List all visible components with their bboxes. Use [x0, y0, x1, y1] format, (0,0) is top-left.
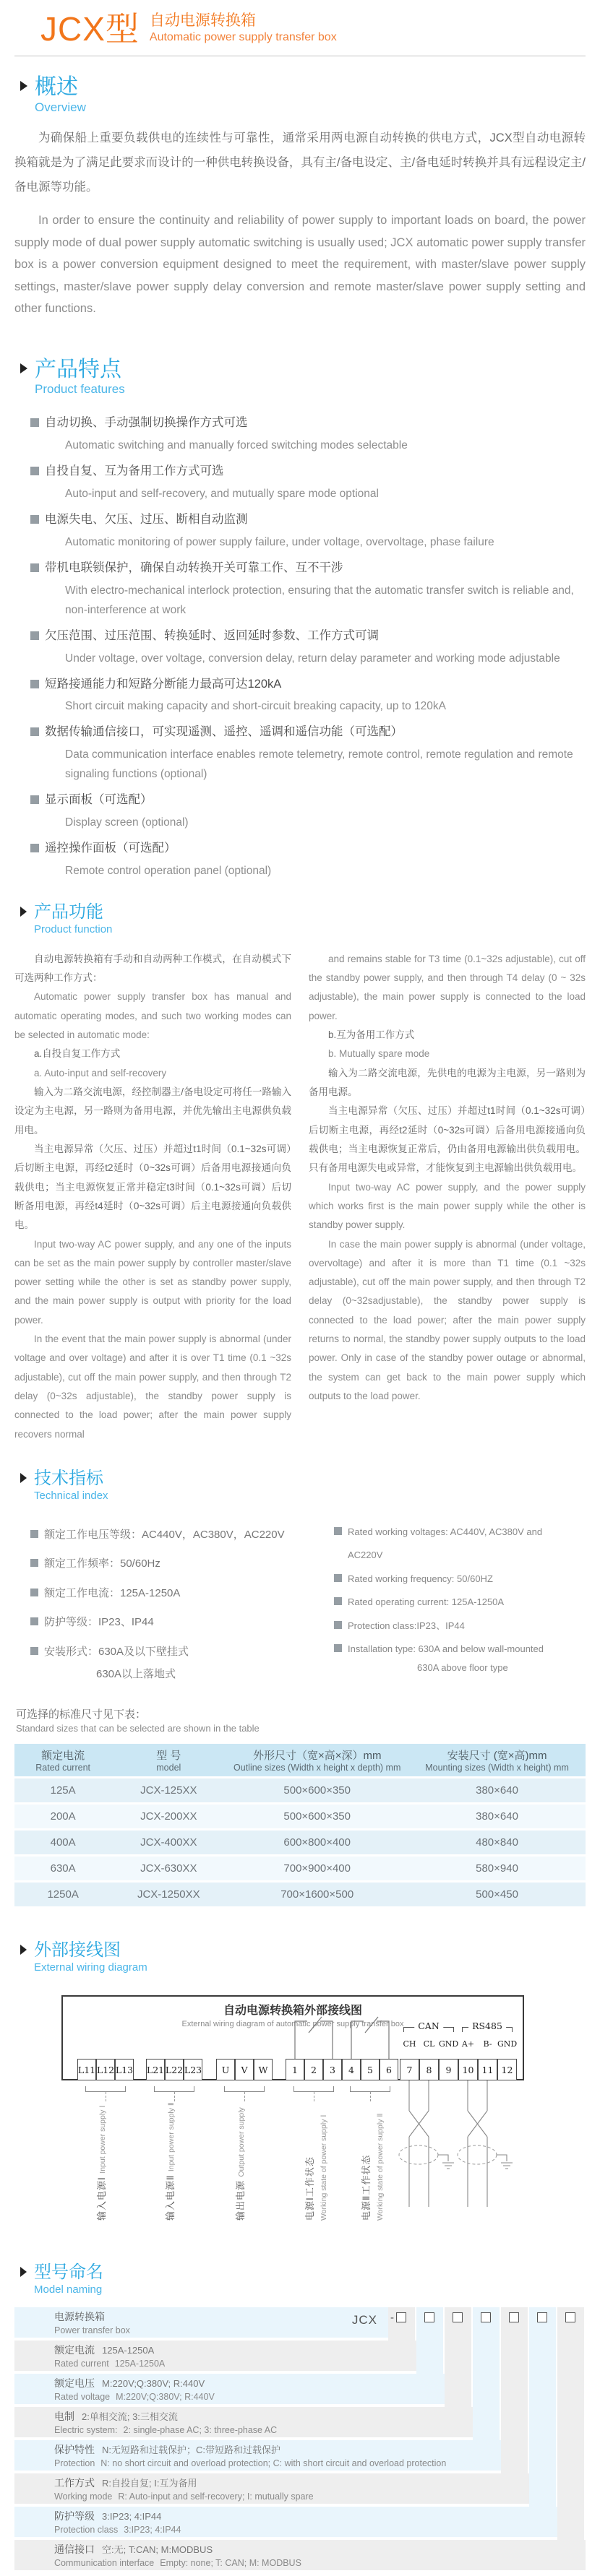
product-model-title: JCX型	[40, 10, 140, 48]
terminal-cell: L12	[96, 2059, 115, 2080]
relay-contact-icon	[286, 2014, 342, 2059]
naming-row	[14, 2374, 445, 2404]
pin-label: CL	[423, 2039, 435, 2049]
terminal-cell: 7	[400, 2059, 419, 2080]
standard-sizes-table	[14, 1744, 586, 1909]
naming-label-en: Communication interface	[54, 2557, 155, 2568]
naming-label-cn: 通信接口	[54, 2543, 95, 2555]
function-paragraph: b. Mutually spare mode	[328, 1048, 430, 1060]
section-arrow-icon	[20, 2267, 27, 2277]
tech-item-en-cont: 630A above floor type	[417, 1661, 508, 1673]
bullet-square-icon	[30, 418, 39, 427]
naming-title-cn: 型号命名	[34, 2262, 103, 2283]
bullet-square-icon	[30, 1647, 38, 1655]
section-naming-heading	[14, 2262, 586, 2296]
rs485-bus-bracket	[462, 2020, 513, 2032]
section-arrow-icon	[20, 1945, 27, 1955]
overview-title-en: Overview	[35, 100, 86, 114]
tech-item-cn-cont: 630A以上落地式	[96, 1668, 176, 1681]
code-column-7	[557, 2307, 584, 2540]
comm-pin-labels	[400, 2039, 517, 2049]
model-naming-diagram	[14, 2307, 586, 2576]
function-paragraph: 自动电源转换箱有手动和自动两种工作模式，在自动模式下可选两种工作方式：	[14, 953, 291, 984]
naming-label-cn: 电制	[54, 2410, 74, 2422]
wiring-title-en: External wiring diagram	[34, 1961, 147, 1974]
bullet-square-icon	[30, 631, 39, 640]
product-title-block	[150, 12, 337, 46]
naming-label-en: Protection class	[54, 2524, 119, 2535]
tech-item-en: Installation type: 630A and below wall-mounted	[348, 1643, 544, 1655]
naming-label-cn: 防护等级	[54, 2510, 95, 2522]
terminals-state-2	[342, 2059, 398, 2080]
terminals-state-1	[286, 2059, 342, 2080]
cell-mounting-size: 580×940	[408, 1856, 586, 1882]
group-bracket	[154, 2086, 194, 2092]
feature-item	[30, 838, 586, 881]
naming-title-en: Model naming	[34, 2283, 103, 2296]
terminal-cell: V	[235, 2059, 254, 2080]
naming-value-en: R: Auto-input and self-recovery; I: mutually spare	[118, 2491, 314, 2502]
bullet-square-icon	[334, 1644, 342, 1652]
terminal-cell: 1	[286, 2059, 304, 2080]
naming-label-en: Rated voltage	[54, 2391, 111, 2402]
bullet-square-icon	[30, 467, 39, 475]
feature-item	[30, 558, 586, 620]
naming-value-cn: 3:IP23; 4:IP44	[102, 2510, 162, 2522]
terminals-input-2	[146, 2059, 202, 2080]
group-label-state-2: 电源Ⅱ工作状态 Working state of power supply Ⅱ	[361, 2113, 385, 2221]
cell-outline-size: 700×1600×500	[226, 1882, 408, 1908]
cell-mounting-size: 480×840	[408, 1830, 586, 1856]
code-box-icon	[453, 2312, 463, 2322]
function-paragraph: a.自投自复工作方式	[34, 1048, 121, 1060]
naming-value-en: N: no short circuit and overload protection; C: with short circuit and overload protection	[100, 2458, 447, 2468]
naming-row	[14, 2540, 586, 2570]
tech-item-en: Protection class:IP23、IP44	[348, 1620, 465, 1631]
pin-label: GND	[497, 2039, 518, 2049]
bullet-square-icon	[30, 844, 39, 852]
group-label-state-1: 电源Ⅰ工作状态 Working state of power supply Ⅰ	[304, 2114, 328, 2221]
naming-row	[14, 2407, 473, 2437]
naming-label-cn: 保护特性	[54, 2443, 95, 2455]
tech-index-columns	[30, 1521, 586, 1682]
function-paragraph: and remains stable for T3 time (0.1~32s adjustable), cut off the standby power supply, and then through T4 delay (0 ~ 32s adjustable), the main power supply is connected to the load power.	[309, 953, 586, 1021]
section-overview-heading	[14, 75, 586, 115]
naming-label-en: Power transfer box	[54, 2325, 130, 2335]
tech-item-en: Rated working frequency: 50/60HZ	[348, 1573, 493, 1584]
feature-text-cn: 欠压范围、过压范围、转换延时、返回延时参数、工作方式可调	[45, 628, 379, 642]
cell-model: JCX-125XX	[111, 1778, 226, 1804]
size-table-header-cell: 外形尺寸（宽×高×深）mm Outline sizes (Width x height x depth) mm	[226, 1744, 408, 1778]
bullet-square-icon	[334, 1621, 342, 1629]
feature-item	[30, 412, 586, 455]
function-paragraph: b.互为备用工作方式	[328, 1029, 415, 1041]
group-label-input-2: 输入电源Ⅱ Input power supply Ⅱ	[165, 2101, 176, 2221]
size-table-header-cell: 额定电流 Rated current	[14, 1744, 111, 1778]
function-paragraph: 当主电源异常（欠压、过压）并超过t1时间（0.1~32s可调）后切断主电源，再经t2延时（0~32s可调）后备用电源接通向负载供电；当主电源恢复正常后，仍由备用电源输出供负载用电。只有备用电源失电或异常，才能恢复到主电源输出供负载用电。	[309, 1105, 586, 1174]
section-arrow-icon	[20, 907, 27, 917]
terminal-cell: L13	[115, 2059, 134, 2080]
code-column-4	[473, 2307, 500, 2440]
cell-rated-current: 400A	[14, 1830, 111, 1856]
section-wiring-heading	[14, 1940, 586, 1974]
product-title-en: Automatic power supply transfer box	[149, 31, 337, 44]
group-label-output: 输出电源 Output power supply	[235, 2107, 246, 2221]
naming-label-en: Working mode	[54, 2491, 113, 2502]
terminal-cell: 5	[361, 2059, 380, 2080]
bullet-square-icon	[30, 795, 39, 804]
size-table-intro-en: Standard sizes that can be selected are shown in the table	[16, 1723, 260, 1734]
code-column-5	[501, 2307, 528, 2473]
feature-item	[30, 790, 586, 832]
pin-label: CH	[403, 2039, 416, 2049]
features-title-en: Product features	[35, 382, 125, 397]
terminals-input-1	[77, 2059, 134, 2080]
terminal-cell: L21	[146, 2059, 165, 2080]
function-column-right	[309, 950, 586, 1444]
cell-outline-size: 700×900×400	[226, 1856, 408, 1882]
cell-rated-current: 630A	[14, 1856, 111, 1882]
naming-value-cn: 空:无; T:CAN; M:MODBUS	[102, 2543, 213, 2555]
feature-text-cn: 电源失电、欠压、过压、断相自动监测	[45, 513, 248, 527]
cell-model: JCX-1250XX	[111, 1882, 226, 1908]
code-box-icon	[537, 2312, 547, 2322]
function-paragraph: Automatic power supply transfer box has manual and automatic operating modes, and such two working modes can be selected in automatic mode:	[14, 991, 291, 1041]
naming-value-en: 2: single-phase AC; 3: three-phase AC	[123, 2424, 278, 2435]
feature-text-en: Automatic switching and manually forced switching modes selectable	[65, 439, 408, 452]
rs485-label: RS485	[468, 2022, 506, 2031]
naming-separator: -	[390, 2311, 394, 2324]
section-arrow-icon	[20, 81, 27, 91]
feature-text-cn: 带机电联锁保护，确保自动转换开关可靠工作、互不干涉	[45, 561, 343, 574]
naming-value-cn: 125A-1250A	[102, 2344, 155, 2356]
tech-title-en: Technical index	[34, 1489, 108, 1502]
group-bracket	[293, 2086, 334, 2092]
naming-row	[14, 2341, 416, 2371]
function-paragraph: a. Auto-input and self-recovery	[34, 1067, 167, 1079]
naming-value-cn: R:自投自复; I:互为备用	[102, 2477, 197, 2489]
bullet-square-icon	[30, 1559, 38, 1567]
naming-value-en: 3:IP23; 4:IP44	[124, 2524, 181, 2535]
function-paragraph: Input two-way AC power supply, and the power supply which works first is the main power supply while the other is standby power supply.	[309, 1181, 586, 1231]
group-bracket	[224, 2086, 265, 2092]
section-arrow-icon	[20, 363, 27, 373]
feature-text-cn: 短路接通能力和短路分断能力最高可达120kA	[45, 677, 282, 691]
code-box-icon	[396, 2312, 406, 2322]
cell-model: JCX-400XX	[111, 1830, 226, 1856]
pin-label: A+	[461, 2039, 475, 2049]
function-paragraph: In case the main power supply is abnormal (under voltage, overvoltage) and after it is more than T1 time (0.1 ~32s adjustable), cut off the main power supply, and then through T2 delay (0~32sadjustable), the standby power supply is connected to the load power; after the main power supply returns to normal, the standby power supply outputs to the load power. Only in case of the standby power outage or abnormal, the system can get back to the main power supply which outputs to the load power.	[309, 1238, 586, 1401]
naming-value-cn: M:220V;Q:380V; R:440V	[102, 2377, 205, 2389]
bullet-square-icon	[30, 727, 39, 736]
terminal-cell: 6	[380, 2059, 398, 2080]
feature-item	[30, 626, 586, 668]
bullet-square-icon	[30, 563, 39, 572]
naming-value-en: 125A-1250A	[114, 2358, 166, 2369]
function-paragraph: 输入为二路交流电源，先供电的电源为主电源，另一路则为备用电源。	[309, 1067, 586, 1097]
feature-item	[30, 674, 586, 717]
feature-text-cn: 数据传输通信接口，可实现遥测、遥控、遥调和遥信功能（可选配）	[45, 725, 403, 739]
bullet-square-icon	[334, 1527, 342, 1535]
twisted-pair-icon	[455, 2080, 521, 2209]
naming-label-en: Electric system:	[54, 2424, 118, 2435]
wiring-diagram	[61, 1995, 524, 2249]
naming-value-en: M:220V;Q:380V; R:440V	[116, 2391, 215, 2402]
code-box-icon	[424, 2312, 434, 2322]
table-row	[14, 1830, 586, 1856]
terminal-cell: 2	[304, 2059, 323, 2080]
size-table-header-row	[14, 1744, 586, 1778]
group-label-input-1: 输入电源Ⅰ Input power supply Ⅰ	[96, 2105, 107, 2221]
feature-text-en: Short circuit making capacity and short-circuit breaking capacity, up to 120kA	[65, 700, 446, 713]
tech-item-cn: 防护等级：IP23、IP44	[44, 1616, 154, 1629]
terminal-cell: 8	[419, 2059, 439, 2080]
cell-outline-size: 600×800×400	[226, 1830, 408, 1856]
wiring-diagram-title-cn: 自动电源转换箱外部接线图	[223, 2003, 362, 2018]
bullet-square-icon	[30, 1530, 38, 1538]
overview-title-cn: 概述	[35, 75, 78, 100]
feature-text-cn: 遥控操作面板（可选配）	[45, 842, 176, 855]
can-bus-bracket	[403, 2020, 454, 2032]
feature-text-en: Under voltage, over voltage, conversion delay, return delay parameter and working mode adjustable	[65, 652, 560, 665]
bullet-square-icon	[30, 1617, 38, 1625]
code-box-icon	[481, 2312, 491, 2322]
cell-model: JCX-200XX	[111, 1804, 226, 1830]
feature-text-en: Data communication interface enables remote telemetry, remote control, remote regulation and remote signaling functions (optional)	[65, 748, 573, 781]
naming-prefix: JCX	[351, 2312, 377, 2327]
size-table-intro-cn: 可选择的标准尺寸见下表：	[16, 1708, 147, 1721]
naming-label-cn: 额定电流	[54, 2343, 95, 2356]
feature-text-en: Remote control operation panel (optional)	[65, 864, 272, 877]
pin-label: GND	[439, 2039, 459, 2049]
feature-text-en: Automatic monitoring of power supply failure, under voltage, overvoltage, phase failure	[65, 535, 494, 548]
size-table-header-cell: 安装尺寸 (宽×高)mm Mounting sizes (Width x height) mm	[408, 1744, 586, 1778]
naming-label-en: Rated current	[54, 2358, 109, 2369]
features-list	[30, 412, 586, 881]
terminal-cell: 12	[497, 2059, 517, 2080]
cell-rated-current: 200A	[14, 1804, 111, 1830]
function-columns	[14, 950, 586, 1444]
feature-item	[30, 461, 586, 503]
terminal-cell: 9	[439, 2059, 458, 2080]
terminal-cell: L11	[77, 2059, 96, 2080]
bullet-square-icon	[30, 680, 39, 688]
terminal-cell: 4	[342, 2059, 361, 2080]
wiring-diagram-title-en: External wiring diagram of automatic power supply transfer box	[181, 2020, 404, 2029]
tech-item-en: Rated working voltages: AC440V, AC380V and AC220V	[348, 1526, 543, 1561]
relay-contact-icon	[342, 2014, 398, 2059]
tech-list-cn	[30, 1521, 334, 1682]
bullet-square-icon	[30, 515, 39, 524]
page-header	[0, 0, 600, 46]
terminals-output	[216, 2059, 273, 2080]
terminal-cell: L22	[165, 2059, 184, 2080]
terminal-cell: U	[216, 2059, 235, 2080]
terminal-cell: L23	[184, 2059, 202, 2080]
terminal-cell: 11	[478, 2059, 497, 2080]
table-row	[14, 1856, 586, 1882]
function-paragraph: Input two-way AC power supply, and any one of the inputs can be set as the main power supply by controller master/slave power setting while the other is set as standby power supply, and the main power supply is output with priority for the load power.	[14, 1238, 291, 1326]
code-column-3	[445, 2307, 471, 2407]
group-bracket	[350, 2086, 390, 2092]
bullet-square-icon	[30, 1589, 38, 1596]
cell-mounting-size: 380×640	[408, 1804, 586, 1830]
feature-text-en: With electro-mechanical interlock protection, ensuring that the automatic transfer switch is reliable and, non-interference at work	[65, 584, 574, 616]
overview-paragraph-cn: 为确保船上重要负载供电的连续性与可靠性，通常采用两电源自动转换的供电方式，JCX型自动电源转换箱就是为了满足此要求而设计的一种供电转换设备，具有主/备电设定、主/备电延时转换并具有远程设定主/备电源等功能。	[14, 131, 586, 194]
function-paragraph: 当主电源异常（欠压、过压）并超过t1时间（0.1~32s可调）后切断主电源，再经t2延时（0~32s可调）后备用电源接通向负载供电；当主电源恢复正常并稳定t3时间（0.1~32s可调）后切断备用电源，再经t4延时（0~32s可调）后主电源接通向负载供电。	[14, 1143, 291, 1231]
tech-item-en: Rated operating current: 125A-1250A	[348, 1596, 505, 1608]
naming-row	[14, 2440, 501, 2471]
bullet-square-icon	[334, 1574, 342, 1582]
naming-value-cn: 2:单相交流; 3:三相交流	[82, 2411, 178, 2422]
wiring-title-cn: 外部接线图	[34, 1940, 121, 1961]
terminal-cell: 3	[323, 2059, 342, 2080]
naming-label-cn: 电源转换箱	[54, 2310, 105, 2322]
overview-paragraph-en: In order to ensure the continuity and reliability of power supply to important loads on board, the power supply mode of dual power supply automatic switching is usually used; JCX automatic power supply transfer box is a power conversion equipment designed to meet the requirement, with master/slave power supply settings, master/slave power supply delay conversion and remote master/slave power supply setting and other functions.	[14, 214, 586, 316]
cell-outline-size: 500×600×350	[226, 1778, 408, 1804]
cell-mounting-size: 380×640	[408, 1778, 586, 1804]
table-row	[14, 1882, 586, 1908]
tech-item-cn: 安装形式：630A及以下壁挂式	[44, 1645, 189, 1658]
terminal-cell: 10	[458, 2059, 478, 2080]
section-arrow-icon	[20, 1473, 27, 1483]
tech-title-cn: 技术指标	[34, 1468, 103, 1488]
bullet-square-icon	[334, 1597, 342, 1605]
feature-item	[30, 722, 586, 784]
cell-rated-current: 125A	[14, 1778, 111, 1804]
feature-text-en: Auto-input and self-recovery, and mutually spare mode optional	[65, 487, 379, 500]
section-function-heading	[14, 902, 586, 935]
naming-label-cn: 工作方式	[54, 2476, 95, 2489]
feature-item	[30, 509, 586, 552]
cell-outline-size: 500×600×350	[226, 1804, 408, 1830]
function-column-left	[14, 950, 291, 1444]
function-paragraph: In the event that the main power supply is abnormal (under voltage and over voltage) and after it is over T1 time (0.1 ~32s adjustable), cut off the main power supply, and then through T2 delay (0~32s adjustable), the standby power supply is connected to the load power; after the main power supply recovers normal	[14, 1334, 291, 1440]
naming-value-cn: N:无短路和过载保护；C:带短路和过载保护	[102, 2444, 281, 2455]
feature-text-cn: 显示面板（可选配）	[45, 793, 153, 807]
naming-value-en: Empty: none; T: CAN; M: MODBUS	[160, 2557, 301, 2568]
tech-item-cn: 额定工作频率：50/60Hz	[44, 1557, 160, 1570]
product-title-cn: 自动电源转换箱	[149, 12, 256, 29]
features-title-cn: 产品特点	[35, 357, 121, 381]
tech-item-cn: 额定工作电流：125A-1250A	[44, 1586, 181, 1599]
cell-mounting-size: 500×450	[408, 1882, 586, 1908]
size-table-header-cell: 型 号 model	[111, 1744, 226, 1778]
code-column-2	[416, 2307, 443, 2374]
naming-row	[14, 2507, 557, 2537]
function-title-cn: 产品功能	[34, 902, 103, 922]
code-box-icon	[509, 2312, 519, 2322]
feature-text-en: Display screen (optional)	[65, 816, 189, 829]
group-bracket	[85, 2086, 126, 2092]
section-features-heading	[14, 358, 586, 397]
code-column-6	[529, 2307, 556, 2507]
tech-item-cn: 额定工作电压等级：AC440V，AC380V，AC220V	[44, 1528, 285, 1541]
table-row	[14, 1778, 586, 1804]
function-paragraph: 输入为二路交流电源，经控制器主/备电设定可将任一路输入设定为主电源，另一路则为备用电源，并优先输出主电源供负载用电。	[14, 1086, 291, 1136]
cell-model: JCX-630XX	[111, 1856, 226, 1882]
naming-label-en: Protection	[54, 2458, 95, 2468]
naming-label-cn: 额定电压	[54, 2377, 95, 2389]
feature-text-cn: 自投自复、互为备用工作方式可选	[45, 464, 224, 478]
code-box-icon	[565, 2312, 575, 2322]
naming-row	[14, 2473, 529, 2504]
tech-list-en	[334, 1521, 573, 1682]
cell-rated-current: 1250A	[14, 1882, 111, 1908]
feature-text-cn: 自动切换、手动强制切换操作方式可选	[45, 416, 248, 430]
can-label: CAN	[414, 2022, 443, 2031]
terminals-comm	[400, 2059, 517, 2080]
terminal-cell: W	[254, 2059, 273, 2080]
section-tech-heading	[14, 1469, 586, 1502]
table-row	[14, 1804, 586, 1830]
pin-label: B-	[483, 2039, 492, 2049]
twisted-pair-icon	[396, 2080, 463, 2209]
function-title-en: Product function	[34, 922, 113, 935]
